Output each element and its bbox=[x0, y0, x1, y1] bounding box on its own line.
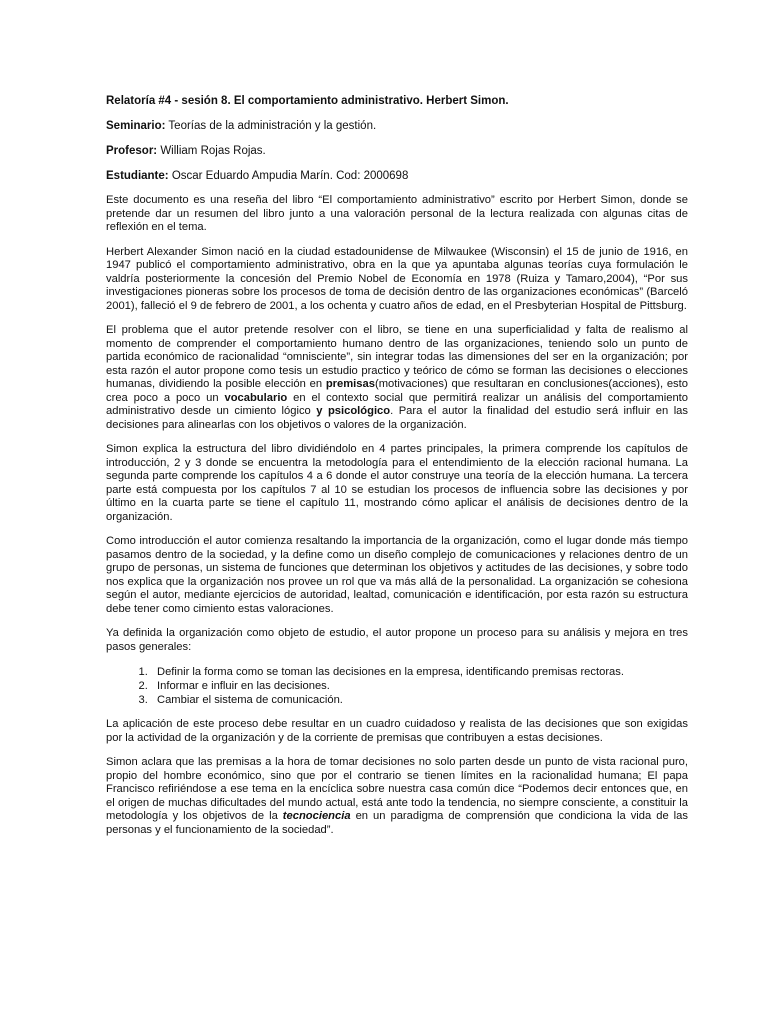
estudiante-label: Estudiante: bbox=[106, 170, 169, 182]
emphasis-premisas: premisas bbox=[325, 378, 375, 390]
paragraph-premises bbox=[106, 756, 688, 837]
seminario-value: Teorías de la administración y la gestión. bbox=[165, 120, 377, 132]
emphasis-vocabulario: vocabulario bbox=[224, 391, 288, 404]
emphasis-psicologico: y psicológico bbox=[316, 405, 391, 417]
profesor-label: Profesor: bbox=[106, 145, 158, 157]
estudiante-line bbox=[106, 169, 688, 183]
text-run: Simon aclara que las premisas a la hora de tomar decisiones no solo parten desde un punto de vista racional puro, propio del hombre económico, sino que por el contrario se tienen límites en la racionalidad humana; El papa Francisco refiriéndose a ese tema en la encíclica sobre nuestra casa común dice “Podemos decir entonces que, en el origen de muchas dificultades del mundo actual, está ante todo la tendencia, no siempre consciente, a constituir la metodología y los objetivos de la bbox=[106, 756, 688, 822]
estudiante-value: Oscar Eduardo Ampudia Marín. Cod: 2000698 bbox=[168, 170, 409, 182]
paragraph-application: La aplicación de este proceso debe resultar en un cuadro cuidadoso y realista de las decisiones que son exigidas por la actividad de la organización y de la corriente de premisas que contribuyen a estas decisiones. bbox=[106, 718, 688, 744]
text-run: (motivaciones) que resultaran en conclusiones(acciones), esto crea poco a poco un bbox=[106, 378, 688, 404]
seminario-line bbox=[106, 119, 688, 133]
paragraph-structure: Simon explica la estructura del libro dividiéndolo en 4 partes principales, la primera comprende los capítulos de introducción, 2 y 3 donde se encuentra la metodología para el entendimiento de la elección racional humana. La segunda parte comprende los capítulos 4 a 6 donde el autor construye una teoría de la elección humana. La tercera parte está compuesta por los capítulos 7 al 10 se estudian los procesos de influencia sobre las decisiones y por último en la cuarta parte se tiene el capítulo 11, mostrando cómo aplicar el análisis de decisiones dentro de la organización. bbox=[106, 443, 688, 523]
paragraph-introduction: Como introducción el autor comienza resaltando la importancia de la organización, como el lugar donde más tiempo pasamos dentro de la sociedad, y la define como un diseño complejo de comunicaciones y relaciones dentro de un grupo de personas, un sistema de funciones que determinan los objetivos y actitudes de las decisiones, y sobre todo nos explica que la organización nos provee un rol que va más allá de la personalidad. La organización se cohesiona según el autor, mediante ejercicios de autoridad, lealtad, comunicación e identificación, por esta razón su estructura debe tener como cimiento estas valoraciones. bbox=[106, 535, 688, 615]
list-item: 1. Definir la forma como se toman las decisiones en la empresa, identificando premisas rectoras. bbox=[151, 665, 688, 679]
paragraph-problem bbox=[106, 324, 688, 432]
steps-list bbox=[106, 665, 688, 707]
text-run: en un paradigma de comprensión que condiciona la vida de las personas y el funcionamiento de la sociedad”. bbox=[106, 810, 688, 836]
paragraph-biography: Herbert Alexander Simon nació en la ciudad estadounidense de Milwaukee (Wisconsin) el 15 de junio de 1916, en 1947 publicó el comportamiento administrativo, obra en la que ya apuntaba algunas teorías cuya formulación le valdría posteriormente la concesión del Premio Nobel de Economía en 1978 (Ruiza y Tamaro,2004), “Por sus investigaciones pioneras sobre los procesos de toma de decisión dentro de las organizaciones económicas” (Barceló 2001), falleció el 9 de febrero de 2001, a los ochenta y cuatro años de edad, en el Presbyterian Hospital de Pittsburg. bbox=[106, 245, 688, 312]
document-title: Relatoría #4 - sesión 8. El comportamiento administrativo. Herbert Simon. bbox=[106, 95, 509, 107]
text-run: . Para el autor la finalidad del estudio será influir en las decisiones para alinearlas con los objetivos o valores de la organización. bbox=[106, 405, 688, 431]
text-run: en el contexto social que permitirá realizar un análisis del comportamiento administrativo desde un cimiento lógico bbox=[106, 391, 688, 417]
profesor-value: William Rojas Rojas. bbox=[157, 145, 266, 157]
list-item: 3. Cambiar el sistema de comunicación. bbox=[151, 693, 688, 707]
seminario-label: Seminario: bbox=[106, 120, 166, 132]
text-run: El problema que el autor pretende resolver con el libro, se tiene en una superficialidad y falta de realismo al momento de comprender el comportamiento humano dentro de las organizaciones, teniendo solo un punto de partida económico de racionalidad “omnisciente”, sin integrar todas las dimensiones del ser en la organización; por esta razón el autor propone como tesis un estudio practico y teórico de cómo se forman las decisiones o elecciones humanas, dividiendo la posible elección en bbox=[106, 324, 688, 390]
emphasis-tecnociencia: tecnociencia bbox=[282, 810, 351, 822]
paragraph-intro: Este documento es una reseña del libro “El comportamiento administrativo” escrito por Herbert Simon, donde se pretende dar un resumen del libro junto a una valoración personal de la lectura realizada con algunas citas de reflexión en el tema. bbox=[106, 194, 688, 233]
profesor-line bbox=[106, 144, 688, 158]
paragraph-process: Ya definida la organización como objeto de estudio, el autor propone un proceso para su análisis y mejora en tres pasos generales: bbox=[106, 627, 688, 653]
list-item: 2. Informar e influir en las decisiones. bbox=[151, 679, 688, 693]
